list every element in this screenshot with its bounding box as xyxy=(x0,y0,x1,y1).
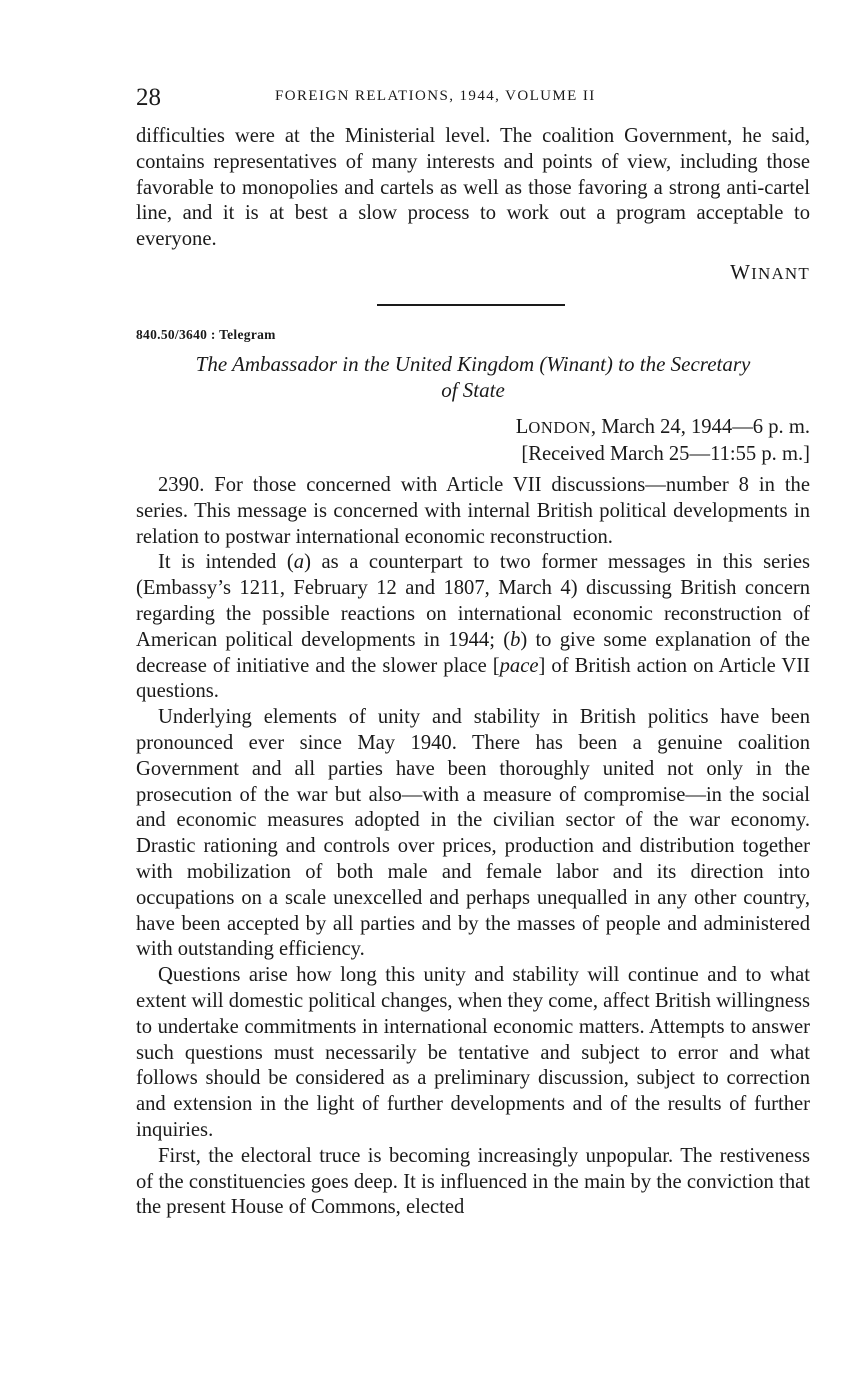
signature-initial: W xyxy=(730,259,752,284)
p2-correction: pace xyxy=(499,654,539,677)
document-reference: 840.50/3640 : Telegram xyxy=(136,326,276,342)
paragraph-1: 2390. For those concerned with Article VII discussions—number 8 in the series. This message is concerned with internal British political developments in relation to postwar international economic reconstruction. xyxy=(136,473,810,548)
page-header xyxy=(136,84,810,114)
paragraph-5: First, the electoral truce is becoming increasingly unpopular. The restiveness of the constituencies goes deep. It is influenced in the main by the conviction that the present House of Commons, elected xyxy=(136,1144,810,1219)
signature-rest: INANT xyxy=(751,263,810,283)
paragraph-2 xyxy=(136,550,810,705)
section-divider xyxy=(377,304,565,306)
p2-text-3: ) to give some explanation of the decrease of initiative and the slower place [ xyxy=(136,628,810,677)
date-text: , March 24, 1944—6 p. m. xyxy=(590,415,810,438)
paragraph-4: Questions arise how long this unity and stability will continue and to what extent will domestic political changes, when they come, affect British willingness to undertake commitments in international economic matters. Attempts to answer such questions must necessarily be tentative and subject to error and what follows should be considered as a preliminary discussion, subject to correction and extension in the light of further developments and of the results of further inquiries. xyxy=(136,964,810,1141)
date-place-line xyxy=(136,414,810,441)
p2-text-1: It is intended ( xyxy=(158,551,294,574)
date-place-initial: L xyxy=(515,415,529,438)
signature xyxy=(136,259,810,287)
intro-paragraph: difficulties were at the Ministerial level. The coalition Government, he said, contains representatives of many interests and points of view, including those favorable to monopolies and cartels as well as those favoring a strong anti-cartel line, and it is at best a slow process to work out a program acceptable to everyone. xyxy=(136,125,810,251)
running-head: FOREIGN RELATIONS, 1944, VOLUME II xyxy=(275,88,596,104)
date-place-rest: ONDON xyxy=(528,417,591,437)
p2-item-b: b xyxy=(510,628,521,651)
p2-item-a: a xyxy=(293,551,305,574)
received-line: [Received March 25—11:55 p. m.] xyxy=(521,442,810,465)
dateline xyxy=(136,414,810,467)
paragraph-3: Underlying elements of unity and stability in British politics have been pronounced ever since May 1940. There has been a genuine coalition Government and all parties have been thoroughly united not only in the prosecution of the war but also—with a measure of compromise—in the social and economic measures adopted in the civilian sector of the war economy. Drastic rationing and controls over prices, production and distribution together with mobilization of both male and female labor and its direction into occupations on a scale unexcelled and perhaps unequalled in any other country, have been accepted by all parties and by the masses of people and administered with outstanding efficiency. xyxy=(136,706,810,961)
heading-line-2: of State xyxy=(441,377,505,402)
document-heading xyxy=(136,351,810,403)
p2-text-4: ] of British action on Article VII questions. xyxy=(136,654,810,703)
page-number: 28 xyxy=(136,84,161,111)
p2-text-2: ) as a counterpart to two former messages in this series (Embassy’s 1211, February 12 and 1807, March 4) discussing British concern regarding the possible reactions on international economic reconstruction of American political developments in 1944; ( xyxy=(136,551,810,651)
heading-line-1: The Ambassador in the United Kingdom (Winant) to the Secretary xyxy=(195,351,751,376)
telegram-body xyxy=(136,473,810,1221)
document-page xyxy=(136,84,810,1221)
